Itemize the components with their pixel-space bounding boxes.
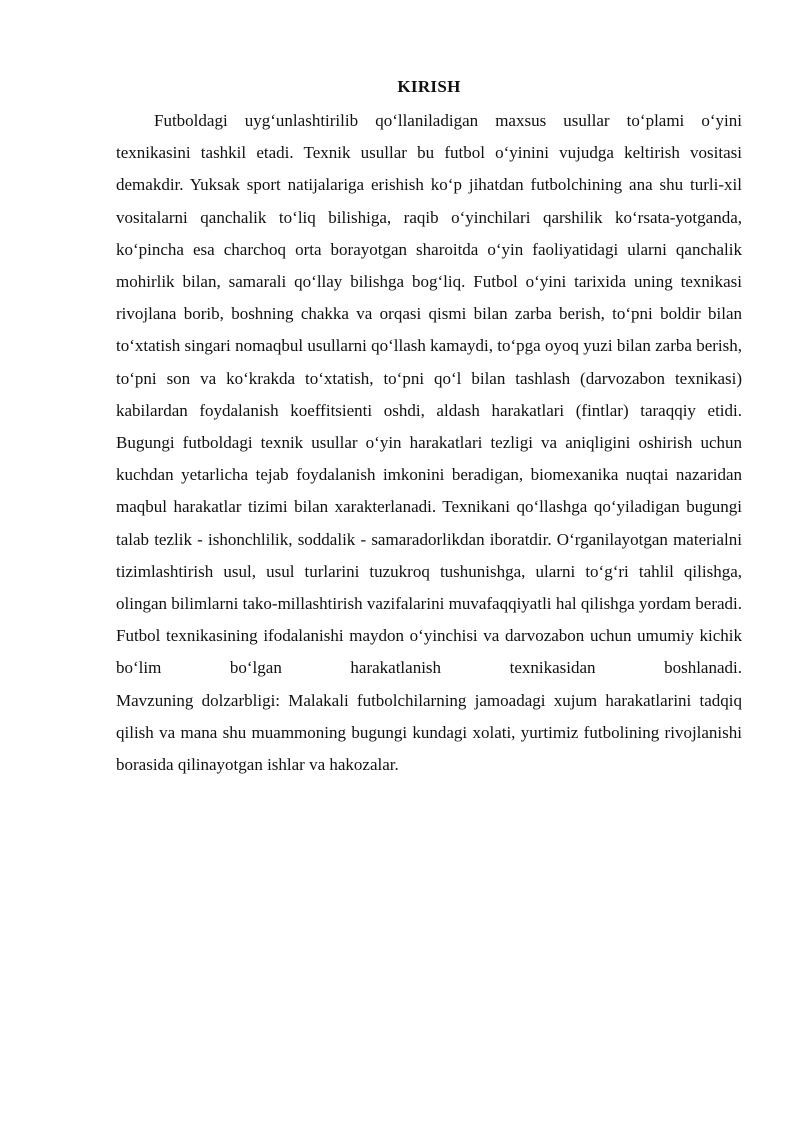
intro-paragraph: Futboldagi uyg‘unlashtirilib qo‘llaniladigan maxsus usullar to‘plami o‘yini texnikasini tashkil etadi. Texnik usullar bu futbol o‘yinini vujudga keltirish vositasi demakdir. Yuksak sport natijalariga erishish ko‘p jihatdan futbolchining ana shu turli-xil vositalarni qanchalik to‘liq bilishiga, raqib o‘yinchilari qarshilik ko‘rsata-yotganda, ko‘pincha esa charchoq orta borayotgan sharoitda o‘yin faoliyatidagi ularni qanchalik mohirlik bilan, samarali qo‘llay bilishga bog‘liq. Futbol o‘yini tarixida uning texnikasi rivojlana borib, boshning chakka va orqasi qismi bilan zarba berish, to‘pni boldir bilan to‘xtatish singari nomaqbul usullarni qo‘llash kamaydi, to‘pga oyoq yuzi bilan zarba berish, to‘pni son va ko‘krakda to‘xtatish, to‘pni qo‘l bilan tashlash (darvozabon texnikasi) kabilardan foydalanish koeffitsienti oshdi, aldash harakatlari (fintlar) taraqqiy etidi. Bugungi futboldagi texnik usullar o‘yin harakatlari tezligi va aniqligini oshirish uchun kuchdan yetarlicha tejab foydalanish imkonini beradigan, biomexanika nuqtai nazaridan maqbul harakatlar tizimi bilan xarakterlanadi. Texnikani qo‘llashga qo‘yiladigan bugungi talab tezlik - ishonchlilik, soddalik - samaradorlikdan iboratdir. O‘rganilayotgan materialni tizimlashtirish usul, usul turlarini tuzukroq tushunishga, ularni to‘g‘ri tahlil qilishga, olingan bilimlarni tako-millashtirish vazifalarini muvafaqqiyatli hal qilishga yordam beradi.	[116, 111, 742, 614]
section-heading: KIRISH	[397, 77, 461, 96]
relevance-paragraph: Mavzuning dolzarbligi: Malakali futbolchilarning jamoadagi xujum harakatlarini tadqiq qilish va mana shu muammoning bugungi kundagi xolati, yurtimiz futbolining rivojlanishi borasida qilinayotgan ishlar va hakozalar.	[116, 690, 742, 775]
document-page	[116, 75, 742, 781]
technique-paragraph: Futbol texnikasining ifodalanishi maydon o‘yinchisi va darvozabon uchun umumiy kichik bo‘lim bo‘lgan harakatlanish texnikasidan boshlanadi.	[116, 626, 742, 678]
